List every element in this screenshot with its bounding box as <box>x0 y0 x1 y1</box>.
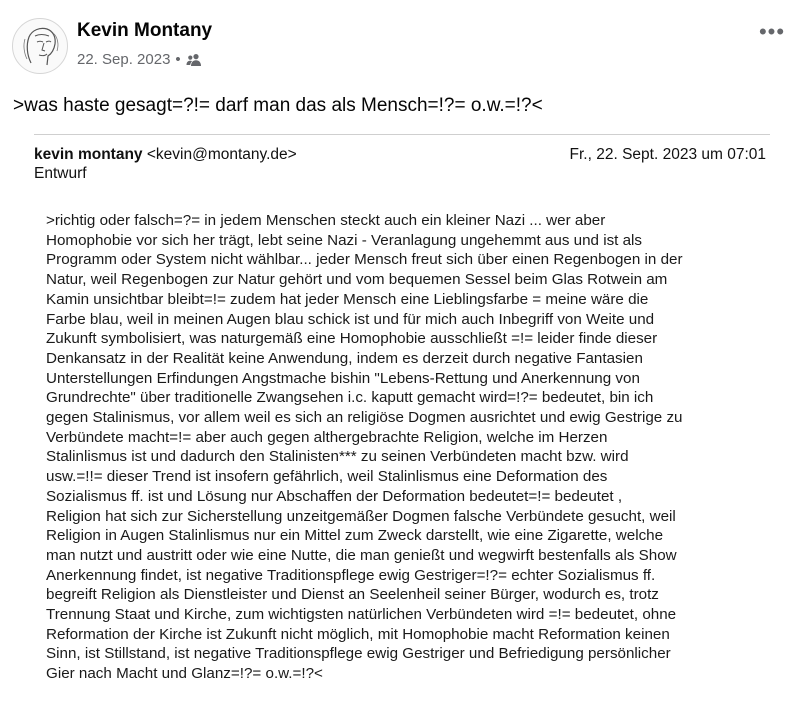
email-body-line: Denkansatz in der Realität keine Anwendung, indem es derzeit durch negative Fantasien <box>46 349 643 367</box>
email-body-line: Farbe blau, weil in meinen Augen blau schick ist und für mich auch Inbegriff von Weite und <box>46 310 655 328</box>
email-body-line: Gier nach Macht und Glanz=!?= o.w.=!?< <box>46 665 323 683</box>
more-options-icon[interactable]: ••• <box>758 19 786 44</box>
email-body-line: Verbündete macht=!= aber auch gegen althergebrachte Religion, welche im Herzen <box>46 428 608 446</box>
email-body-line: man nutzt und austritt oder wie eine Nutte, die man genießt und wegwirft bestenfalls als Show <box>46 546 677 564</box>
email-body-line: usw.=!!= dieser Trend ist insofern gefährlich, weil Stalinlismus eine Deformation des <box>46 468 608 486</box>
post-meta <box>77 51 202 68</box>
email-body-line: Sozialismus ff. ist und Lösung nur Abschaffen der Deformation bedeutet=!= bedeutet , <box>46 487 623 505</box>
email-body-line: Trennung Staat und Kirche, zum wichtigsten natürlichen Verbündeten wird =!= bedeutet, ohne <box>46 606 677 624</box>
sender-address: <kevin@montany.de> <box>146 146 297 163</box>
email-status: Entwurf <box>34 165 87 182</box>
email-body <box>46 211 768 684</box>
sketch-portrait-icon <box>13 19 67 73</box>
sender-name: kevin montany <box>34 146 143 163</box>
email-body-line: Religion in Augen Stalinlismus nur ein Mittel zum Zweck darstellt, wie eine Zigarette, welche <box>46 527 664 545</box>
post-header <box>12 16 787 76</box>
email-body-line: gegen Stalinismus, vor allem weil es sich an religiöse Dogmen ausrichtet und ewig Gestrige zu <box>46 409 683 427</box>
email-body-line: Zukunft symbolisiert, was naturgemäß eine Homophobie ausschließt =!= leider finde dieser <box>46 330 658 348</box>
email-body-line: Stalinlismus ist und dadurch den Stalinisten*** zu seinen Verbündeten macht bzw. wird <box>46 448 629 466</box>
email-body-line: Sinn, ist Stillstand, ist negative Traditionspflege ewig Gestriger und Befriedigung persönlicher <box>46 645 671 663</box>
email-body-line: Kamin unsichtbar bleibt=!= zudem hat jeder Mensch eine Lieblingsfarbe = meine wäre die <box>46 290 649 308</box>
email-body-line: Reformation der Kirche ist Zukunft nicht möglich, mit Homophobie macht Reformation keinen <box>46 625 670 643</box>
email-body-line: Religion hat sich zur Sicherstellung unzeitgemäßer Dogmen falsche Verbündete gesucht, weil <box>46 507 676 525</box>
meta-separator: • <box>175 51 181 68</box>
email-sender <box>34 146 297 164</box>
email-body-line: begreift Religion als Dienstleister und Dienst an Seelenheil seiner Bürger, wodurch es, trotz <box>46 586 659 604</box>
post-date[interactable]: 22. Sep. 2023 <box>77 51 171 68</box>
email-body-line: Homophobie vor sich her trägt, lebt seine Nazi - Veranlagung ungehemmt aus und ist als <box>46 231 643 249</box>
post-author[interactable]: Kevin Montany <box>77 20 213 41</box>
avatar[interactable] <box>12 18 68 74</box>
email-date: Fr., 22. Sept. 2023 um 07:01 <box>569 146 766 163</box>
email-body-line: Grundrechte" über traditionelle Zwangsehen i.c. kaputt gemacht wird=!?= bedeutet, bin ich <box>46 389 654 407</box>
email-body-line: >richtig oder falsch=?= in jedem Menschen steckt auch ein kleiner Nazi ... wer aber <box>46 212 606 229</box>
friends-icon[interactable] <box>186 53 202 67</box>
email-screenshot[interactable] <box>22 134 774 694</box>
post-text: >was haste gesagt=?!= darf man das als Mensch=!?= o.w.=!?< <box>13 95 543 116</box>
email-body-line: Natur, weil Regenbogen zur Natur gehört und vom bequemen Sessel beim Glas Rotwein am <box>46 271 668 289</box>
email-body-line: Unterstellungen Erfindungen Angstmache bishin "Lebens-Rettung und Anerkennung von <box>46 369 640 387</box>
email-body-line: Programm oder System nicht wählbar... jeder Mensch freut sich über einen Regenbogen in der <box>46 251 683 269</box>
email-body-line: Anerkennung findet, ist negative Traditionspflege ewig Gestriger=!?= echter Sozialismus ff. <box>46 566 656 584</box>
divider <box>34 134 770 135</box>
